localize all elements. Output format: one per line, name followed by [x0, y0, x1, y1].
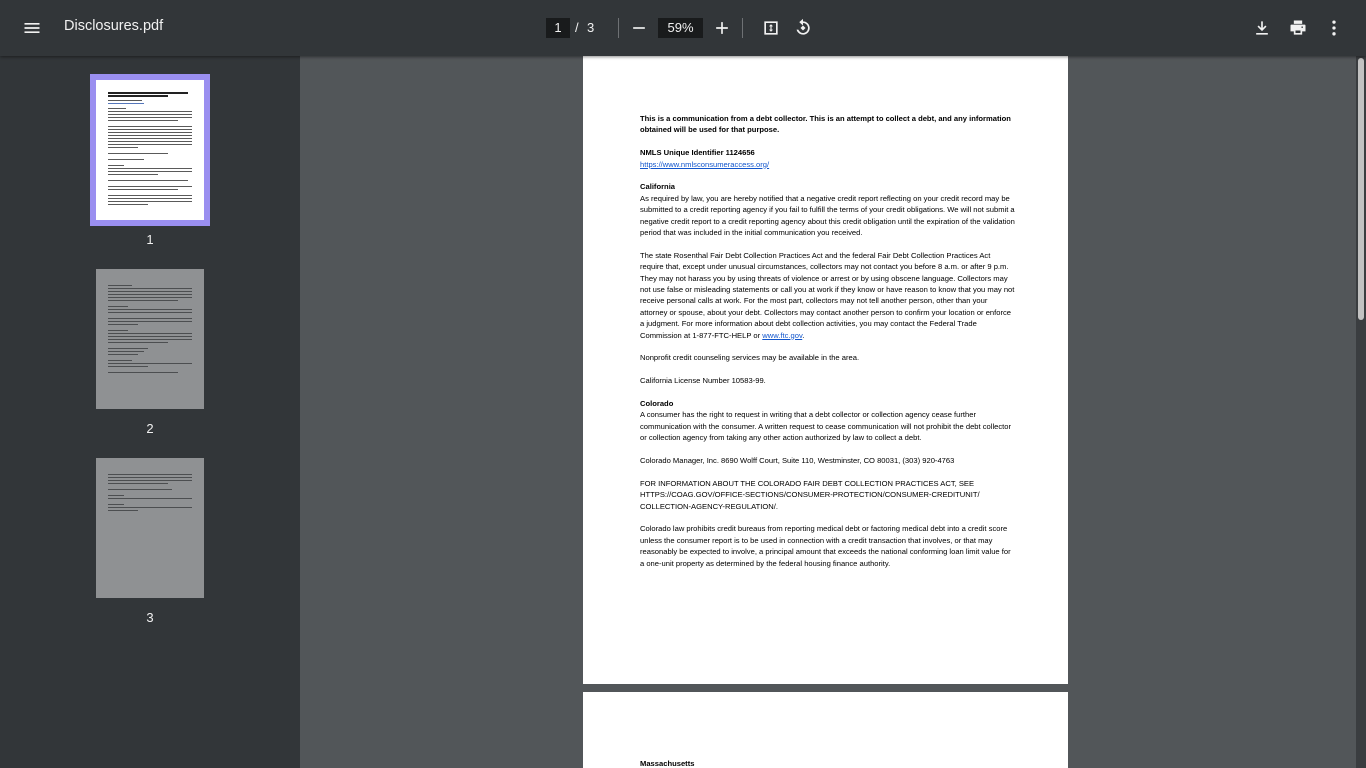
print-button[interactable] — [1282, 12, 1314, 44]
menu-button[interactable] — [16, 12, 48, 44]
document-viewer[interactable] — [300, 56, 1356, 768]
fit-to-page-button[interactable] — [755, 12, 787, 44]
page-separator: / — [575, 20, 579, 35]
minus-icon — [629, 18, 649, 38]
california-paragraph-3: Nonprofit credit counseling services may be available in the area. — [640, 353, 860, 363]
download-icon — [1252, 18, 1272, 38]
page-1-content — [640, 113, 1015, 581]
thumbnail-page-3[interactable] — [96, 458, 204, 598]
more-options-button[interactable] — [1318, 12, 1350, 44]
menu-icon — [22, 18, 42, 38]
pdf-page-2 — [583, 692, 1068, 768]
colorado-info: FOR INFORMATION ABOUT THE COLORADO FAIR DEBT COLLECTION PRACTICES ACT, SEE HTTPS://COAG.GOV/OFFICE-SECTIONS/CONSUMER-PROTECTION/CONSUMER-CREDITUNIT/ COLLECTION-AGENCY-REGULATION/. — [640, 478, 980, 511]
print-icon — [1288, 18, 1308, 38]
scrollbar-thumb[interactable] — [1358, 58, 1364, 320]
california-paragraph-2-text: The state Rosenthal Fair Debt Collection Practices Act and the federal Fair Debt Collection Practices Act require that, except under unusual circumstances, collectors may not contact you before 8 a.m. or after 9 p.m. They may not harass you by using threats of violence or arrest or by using obscene language. Collectors may not use false or misleading statements or call you at work if they know or have reason to know that you may not receive personal calls at work. For the most part, collectors may not tell another person, other than your attorney or spouse, about your debt. Collectors may contact another person to confirm your location or enforce a judgment. For more information about debt collection activities, you may contact the Federal Trade Commission at 1-877-FTC-HELP or — [640, 250, 1015, 340]
pdf-page-1 — [583, 56, 1068, 684]
thumbnail-label-3: 3 — [146, 610, 154, 625]
california-paragraph-1: As required by law, you are hereby notified that a negative credit report reflecting on your credit record may be submitted to a credit reporting agency if you fail to fulfill the terms of your credit obligations. We will not submit a negative credit report to a credit reporting agency about this credit obligation until the expiration of the validation period that was included in the initial communication you received. — [640, 193, 1015, 238]
rotate-button[interactable] — [787, 12, 819, 44]
california-license: California License Number 10583-99. — [640, 376, 766, 386]
thumbnail-label-2: 2 — [146, 421, 154, 436]
download-button[interactable] — [1246, 12, 1278, 44]
thumbnail-page-1[interactable] — [90, 74, 210, 226]
colorado-paragraph-1: A consumer has the right to request in writing that a debt collector or collection agency cease further communication with the consumer. A written request to cease communication will not prohibit the debt collector or collection agency from taking any other action authorized by law to collect a debt. — [640, 410, 1012, 443]
zoom-out-button[interactable] — [623, 12, 655, 44]
colorado-heading: Colorado — [640, 399, 674, 409]
toolbar-divider — [742, 18, 743, 38]
page-number-input[interactable]: 1 — [546, 18, 570, 38]
nmls-identifier: NMLS Unique Identifier 1124656 — [640, 148, 755, 158]
thumbnail-label-1: 1 — [146, 232, 154, 247]
colorado-address: Colorado Manager, Inc. 8690 Wolff Court, Suite 110, Westminster, CO 80031, (303) 920-4763 — [640, 456, 955, 466]
california-heading: California — [640, 182, 676, 192]
rotate-icon — [793, 18, 813, 38]
massachusetts-heading: Massachusetts — [640, 759, 695, 768]
fit-page-icon — [761, 18, 781, 38]
pdf-toolbar — [0, 0, 1366, 56]
file-title: Disclosures.pdf — [64, 18, 164, 34]
nmls-link[interactable]: https://www.nmlsconsumeraccess.org/ — [640, 159, 770, 169]
page-total: 3 — [587, 20, 595, 35]
california-paragraph-2 — [640, 250, 1015, 341]
more-vert-icon — [1324, 18, 1344, 38]
colorado-paragraph-2: Colorado law prohibits credit bureaus from reporting medical debt or factoring medical debt into a credit score unless the consumer report is to be used in connection with a credit transaction that involves, or that may reasonably be expected to involve, a principal amount that exceeds the national conforming loan limit value for a one-unit property as determined by the federal housing finance authority. — [640, 524, 1011, 568]
zoom-input[interactable]: 59% — [658, 18, 703, 38]
ftc-link[interactable]: www.ftc.gov — [762, 330, 803, 340]
zoom-in-button[interactable] — [706, 12, 738, 44]
debt-collector-notice: This is a communication from a debt collector. This is an attempt to collect a debt, and any information obtained will be used for that purpose. — [640, 114, 1011, 135]
toolbar-divider — [618, 18, 619, 38]
thumbnail-sidebar — [0, 56, 300, 768]
california-paragraph-2-end: . — [802, 330, 805, 340]
thumbnail-page-1-image — [96, 80, 204, 220]
plus-icon — [712, 18, 732, 38]
thumbnail-page-2[interactable] — [96, 269, 204, 409]
page-2-content — [640, 758, 1015, 768]
viewer-scrollbar[interactable] — [1356, 56, 1366, 768]
